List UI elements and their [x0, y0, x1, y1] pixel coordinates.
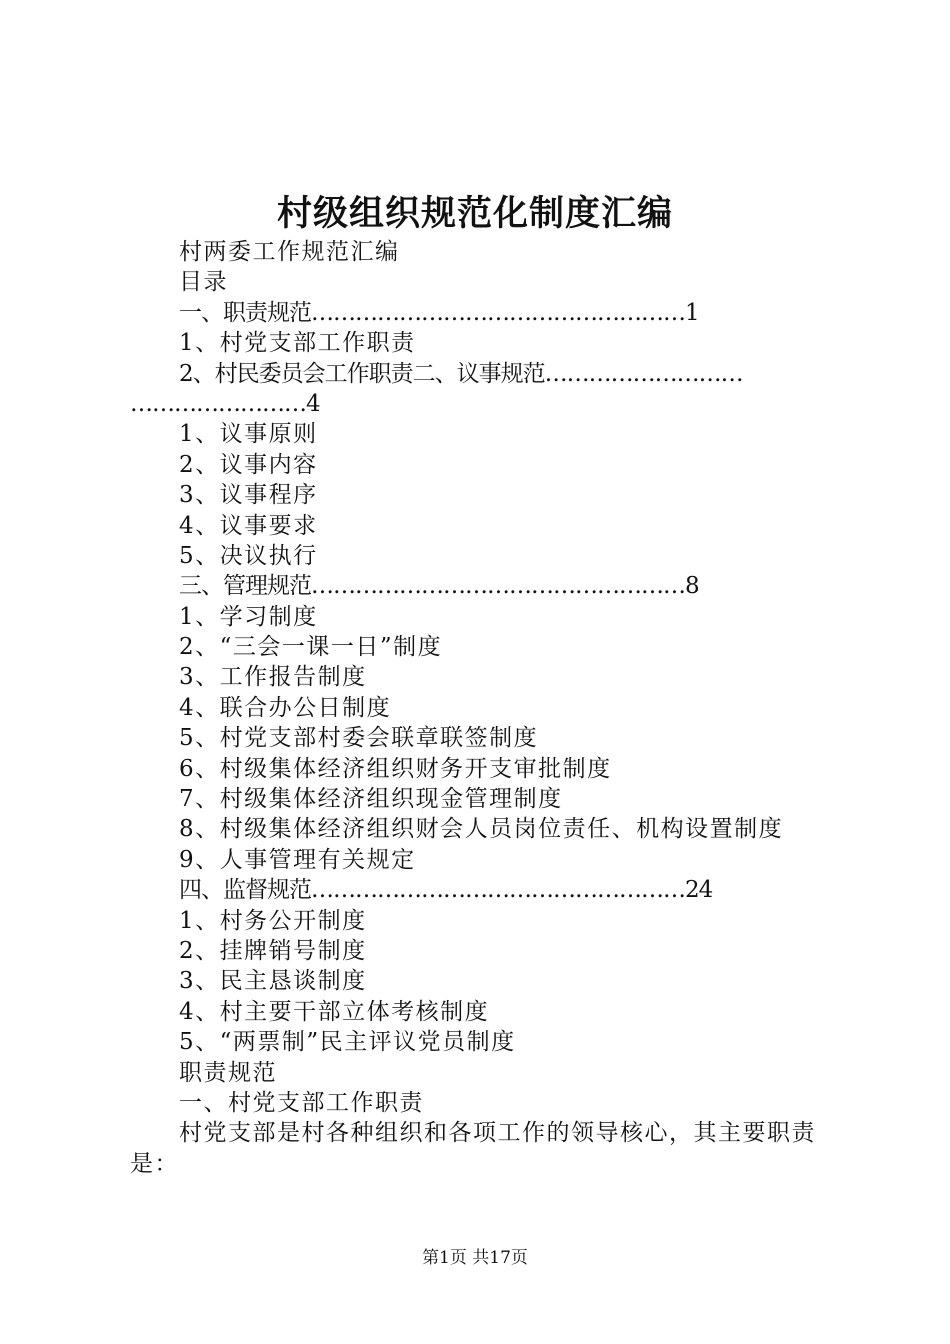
- toc-heading: 目录: [179, 269, 228, 296]
- subtitle-line: 村两委工作规范汇编: [179, 239, 400, 265]
- toc-item: 2、“三会一课一日”制度: [179, 634, 443, 661]
- toc-item: 2、挂牌销号制度: [179, 937, 367, 964]
- toc-item: 1、议事原则: [179, 421, 318, 448]
- toc-continuation: ……………………4: [130, 390, 320, 417]
- document-body: [130, 237, 830, 1179]
- toc-section-3: 三、管理规范……………………………………………8: [179, 573, 699, 600]
- toc-item: 6、村级集体经济组织财务开支审批制度: [179, 755, 612, 782]
- page-footer: 第1页 共17页: [422, 1248, 528, 1268]
- toc-section-4: 四、监督规范……………………………………………24: [179, 877, 713, 904]
- toc-item: 5、“两票制”民主评议党员制度: [179, 1029, 516, 1056]
- section-heading: 职责规范: [179, 1059, 277, 1086]
- toc-item: 1、学习制度: [179, 603, 318, 630]
- toc-item: 2、议事内容: [179, 451, 318, 478]
- toc-item: 9、人事管理有关规定: [179, 846, 416, 873]
- toc-item: 1、村党支部工作职责: [179, 330, 416, 357]
- toc-item: 5、村党支部村委会联章联签制度: [179, 725, 539, 752]
- toc-item: 5、决议执行: [179, 542, 318, 569]
- subsection-heading: 一、村党支部工作职责: [179, 1089, 424, 1116]
- toc-item: 2、村民委员会工作职责二、议事规范………………………: [179, 360, 743, 387]
- toc-section-1: 一、职责规范……………………………………………1: [179, 299, 699, 326]
- toc-item: 3、工作报告制度: [179, 664, 367, 691]
- body-paragraph: 村党支部是村各种组织和各项工作的领导核心，其主要职责是：: [130, 1120, 816, 1177]
- toc-item: 1、村务公开制度: [179, 907, 367, 934]
- toc-item: 3、议事程序: [179, 482, 318, 509]
- toc-item: 4、村主要干部立体考核制度: [179, 998, 490, 1025]
- document-title: 村级组织规范化制度汇编: [276, 193, 673, 234]
- toc-item: 4、联合办公日制度: [179, 694, 392, 721]
- toc-item: 4、议事要求: [179, 512, 318, 539]
- toc-item: 8、村级集体经济组织财会人员岗位责任、机构设置制度: [179, 816, 784, 843]
- toc-item: 3、民主恳谈制度: [179, 968, 367, 995]
- toc-item: 7、村级集体经济组织现金管理制度: [179, 786, 563, 813]
